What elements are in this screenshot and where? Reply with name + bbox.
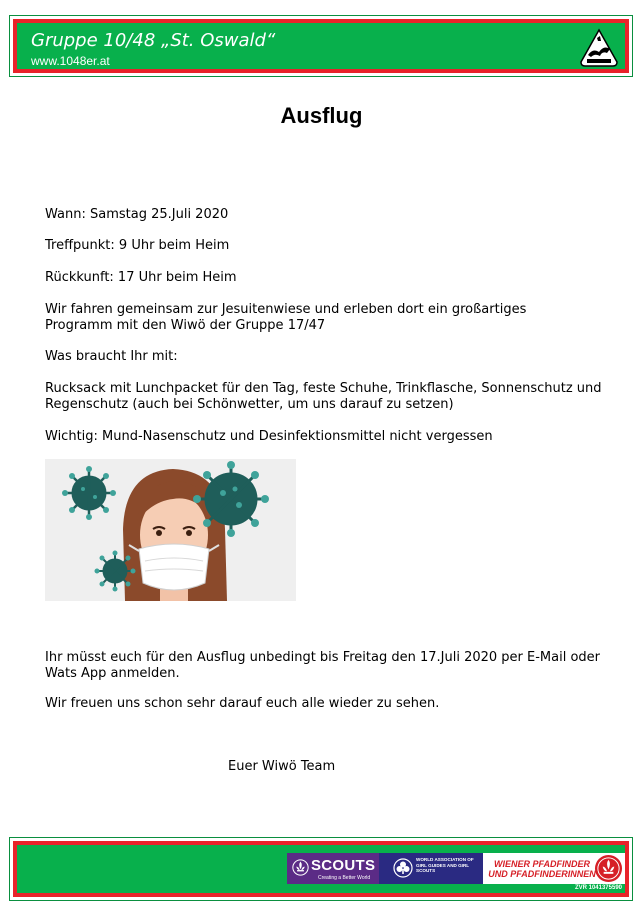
wpp-line2: UND PFADFINDERINNEN <box>488 869 596 879</box>
group-title: Gruppe 10/48 „St. Oswald“ <box>31 30 276 51</box>
scouts-logo <box>287 853 379 884</box>
wpp-line1: WIENER PFADFINDER <box>493 859 590 869</box>
bring-heading: Was braucht Ihr mit: <box>45 349 178 364</box>
wiener-pfadfinder-logo <box>483 853 625 884</box>
trefoil-icon <box>393 858 413 878</box>
page-title: Ausflug <box>280 103 363 128</box>
closing-text: Wir freuen uns schon sehr darauf euch alle wieder zu sehen. <box>45 696 440 711</box>
vienna-scout-emblem-icon <box>594 854 623 883</box>
fleur-de-lis-icon <box>292 859 309 876</box>
meeting-point-text: Treffpunkt: 9 Uhr beim Heim <box>45 238 230 253</box>
footer-banner-inner <box>13 841 629 897</box>
bring-list-text: Rucksack mit Lunchpacket für den Tag, feste Schuhe, Trinkflasche, Sonnenschutz und Regenschutz (auch bei Schönwetter, um uns darauf zu setzen) <box>45 381 602 412</box>
header-banner <box>9 15 633 77</box>
signoff: Euer Wiwö Team <box>228 759 336 774</box>
return-time-text: Rückkunft: 17 Uhr beim Heim <box>45 270 237 285</box>
mask-illustration <box>45 459 296 601</box>
zvr-number: ZVR 1041375590 <box>574 885 622 891</box>
scouts-word: SCOUTS <box>311 857 376 874</box>
scouts-tagline: Creating a Better World <box>318 875 371 881</box>
girl-with-mask-and-virus-icon <box>45 459 296 601</box>
registration-text: Ihr müsst euch für den Ausflug unbedingt bis Freitag den 17.Juli 2020 per E-Mail oder Wats App anmelden. <box>45 650 601 681</box>
footer-banner <box>9 837 633 901</box>
description-text: Wir fahren gemeinsam zur Jesuitenwiese und erleben dort ein großartiges Programm mit den Wiwö der Gruppe 17/47 <box>45 302 527 333</box>
header-banner-inner <box>13 19 629 73</box>
important-note: Wichtig: Mund-Nasenschutz und Desinfektionsmittel nicht vergessen <box>45 429 493 444</box>
group-url[interactable]: www.1048er.at <box>31 54 110 68</box>
wagggs-logo <box>379 853 483 884</box>
when-text: Wann: Samstag 25.Juli 2020 <box>45 207 229 222</box>
st-oswald-emblem-icon <box>579 28 619 68</box>
wpp-name <box>486 859 598 879</box>
wagggs-text: WORLD ASSOCIATION OF GIRL GUIDES AND GIRL SCOUTS <box>416 857 474 874</box>
